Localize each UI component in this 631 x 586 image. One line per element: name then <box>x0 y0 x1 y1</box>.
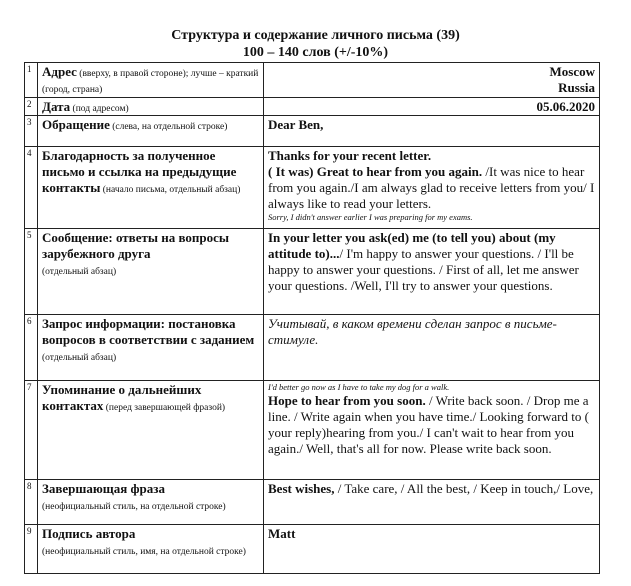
row-label <box>38 381 264 480</box>
label-note: (начало письма, отдельный абзац) <box>100 185 241 195</box>
label-head: Адрес <box>42 64 77 79</box>
table-row <box>25 480 600 525</box>
row-example <box>264 315 600 381</box>
label-note: (слева, на отдельной строке) <box>109 122 228 132</box>
example-text: / Write back soon. / Drop me a line. / Write again when you have time./ Looking forward to ( your reply)hearing from you./ I can't wait to hear from you again./ Well, that's all for now. Please write back soon. <box>268 393 589 456</box>
row-example <box>264 147 600 229</box>
label-note: (под адресом) <box>70 104 129 114</box>
row-label <box>38 229 264 315</box>
table-row <box>25 229 600 315</box>
row-label <box>38 147 264 229</box>
example-text: / I'm happy to answer your questions. / I'll be happy to answer your questions. / First of all, let me answer your questions. /Well, I'll try to answer your questions. <box>268 246 579 293</box>
row-number: 8 <box>25 480 38 525</box>
label-head: Благодарность за полученное письмо и ссылка на предыдущие контакты <box>42 148 237 195</box>
example-small-note: Sorry, I didn't answer earlier I was preparing for my exams. <box>268 212 473 222</box>
row-number: 2 <box>25 98 38 116</box>
example-bold: Thanks for your recent letter. <box>268 148 432 163</box>
label-note: (неофициальный стиль, имя, на отдельной строке) <box>42 547 246 557</box>
letter-date: 05.06.2020 <box>536 99 595 114</box>
label-head: Завершающая фраза <box>42 481 165 496</box>
label-head: Запрос информации: постановка вопросов в соответствии с заданием <box>42 316 255 347</box>
document-title: Структура и содержание личного письма (39) <box>171 28 460 43</box>
label-head: Сообщение: ответы на вопросы зарубежного друга <box>42 230 230 261</box>
example-bold: In your letter you ask(ed) me (to tell you) about (my attitude to)... <box>268 230 556 261</box>
table-row <box>25 147 600 229</box>
table-row <box>25 116 600 147</box>
row-number: 4 <box>25 147 38 229</box>
row-label <box>38 525 264 574</box>
row-label <box>38 98 264 116</box>
label-note: (неофициальный стиль, на отдельной строке) <box>42 502 226 512</box>
row-number: 5 <box>25 229 38 315</box>
label-note: (отдельный абзац) <box>42 267 117 277</box>
example-bold: Best wishes, <box>268 481 335 496</box>
label-note: (отдельный абзац) <box>42 353 117 363</box>
table-row <box>25 98 600 116</box>
address-city: Moscow <box>549 64 595 79</box>
signature: Matt <box>268 526 296 541</box>
letter-structure-table <box>24 62 600 574</box>
label-note: (перед завершающей фразой) <box>103 403 226 413</box>
row-example <box>264 381 600 480</box>
example-bold: Hope to hear from you soon. <box>268 393 426 408</box>
row-example <box>264 116 600 147</box>
row-example <box>264 63 600 98</box>
row-label <box>38 116 264 147</box>
row-example <box>264 525 600 574</box>
example-small-note: I'd better go now as I have to take my dog for a walk. <box>268 382 450 392</box>
row-example <box>264 229 600 315</box>
table-row <box>25 315 600 381</box>
row-label <box>38 480 264 525</box>
label-head: Упоминание о дальнейших контактах <box>42 382 202 413</box>
example-hint: Учитывай, в каком времени сделан запрос в письме-стимуле. <box>268 316 557 347</box>
word-count-subtitle: 100 – 140 слов (+/-10%) <box>242 45 389 60</box>
row-example <box>264 98 600 116</box>
label-note: (вверху, в правой стороне); лучше – краткий (город, страна) <box>42 69 259 95</box>
row-number: 7 <box>25 381 38 480</box>
row-number: 6 <box>25 315 38 381</box>
greeting: Dear Ben, <box>268 117 324 132</box>
label-head: Подпись автора <box>42 526 136 541</box>
label-head: Обращение <box>42 117 110 132</box>
row-number: 9 <box>25 525 38 574</box>
row-label <box>38 63 264 98</box>
example-text: /It was nice to hear from you again./I am always glad to receive letters from you/ I always like to read your letters. <box>268 164 595 211</box>
example-bold: ( It was) Great to hear from you again. <box>268 164 483 179</box>
table-row <box>25 525 600 574</box>
table-row <box>25 63 600 98</box>
row-number: 3 <box>25 116 38 147</box>
row-number: 1 <box>25 63 38 98</box>
row-label <box>38 315 264 381</box>
label-head: Дата <box>42 99 71 114</box>
address-country: Russia <box>558 80 595 95</box>
row-example <box>264 480 600 525</box>
example-text: / Take care, / All the best, / Keep in touch,/ Love, <box>334 481 594 496</box>
table-row <box>25 381 600 480</box>
